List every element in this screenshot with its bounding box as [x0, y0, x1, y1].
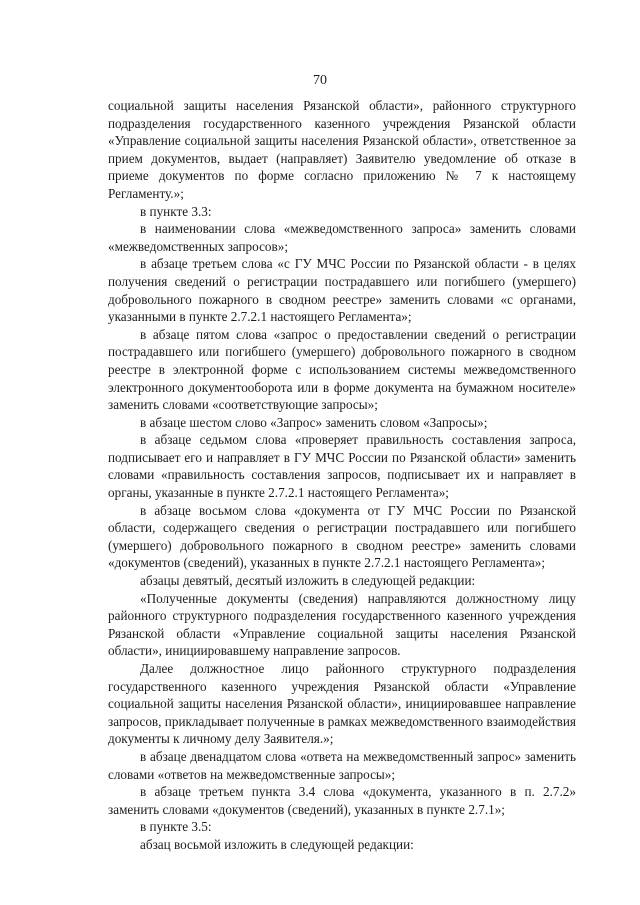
paragraph: в абзаце шестом слово «Запрос» заменить словом «Запросы»; — [140, 414, 488, 430]
paragraph: в пункте 3.5: — [140, 819, 212, 835]
paragraph: в пункте 3.3: — [140, 203, 212, 219]
paragraph: в абзаце третьем слова «с ГУ МЧС России по Рязанской области - в целях получения сведений о регистрации пострадавшего или погибшего (умершего) добровольного пожарного в сводном реестре» заменить словами «с органами, указанными в пункте 2.7.2.1 настоящего Регламента»; — [108, 256, 576, 325]
page-number: 70 — [313, 73, 327, 88]
paragraph: в наименовании слова «межведомственного запроса» заменить словами «межведомственных запросов»; — [108, 221, 576, 254]
paragraph: в абзаце третьем пункта 3.4 слова «документа, указанного в п. 2.7.2» заменить словами «документов (сведений), указанных в пункте 2.7.1»; — [108, 784, 576, 817]
paragraph: абзацы девятый, десятый изложить в следующей редакции: — [140, 573, 476, 589]
paragraph: в абзаце пятом слова «запрос о предоставлении сведений о регистрации пострадавшего или погибшего (умершего) добровольного пожарного в сводном реестре в электронной форме с использованием системы межведомственного электронного документооборота или в форме документа на бумажном носителе» заменить словами «соответствующие запросы»; — [108, 326, 576, 413]
paragraph: Далее должностное лицо районного структурного подразделения государственного казенного учреждения Рязанской области «Управление социальной защиты населения Рязанской области», инициировавшее направление запросов, прикладывает полученные в рамках межведомственного взаимодействия документы к личному делу Заявителя.»; — [108, 661, 576, 747]
document-body — [108, 97, 576, 854]
paragraph: социальной защиты населения Рязанской области», районного структурного подразделения государственного казенного учреждения Рязанской области «Управление социальной защиты населения Рязанской области», ответственное за прием документов, выдает (направляет) Заявителю уведомление об отказе в приеме документов по форме согласно приложению № 7 к настоящему Регламенту.»; — [108, 98, 576, 201]
paragraph: в абзаце восьмом слова «документа от ГУ МЧС России по Рязанской области, содержащего сведения о регистрации пострадавшего или погибшего (умершего) добровольного пожарного в сводном реестре» заменить словами «документов (сведений), указанных в пункте 2.7.2.1 настоящего Регламента»; — [108, 502, 576, 571]
paragraph: «Полученные документы (сведения) направляются должностному лицу районного структурного подразделения государственного казенного учреждения Рязанской области «Управление социальной защиты населения Рязанской области», инициировавшему направление запросов. — [108, 590, 576, 659]
paragraph: абзац восьмой изложить в следующей редакции: — [140, 836, 414, 852]
paragraph: в абзаце седьмом слова «проверяет правильность составления запроса, подписывает его и направляет в ГУ МЧС России по Рязанской области» заменить словами «правильность составления запросов, подписывает их и направляет в органы, указанные в пункте 2.7.2.1 настоящего Регламента»; — [108, 432, 576, 501]
paragraph: в абзаце двенадцатом слова «ответа на межведомственный запрос» заменить словами «ответов на межведомственные запросы»; — [108, 748, 576, 782]
